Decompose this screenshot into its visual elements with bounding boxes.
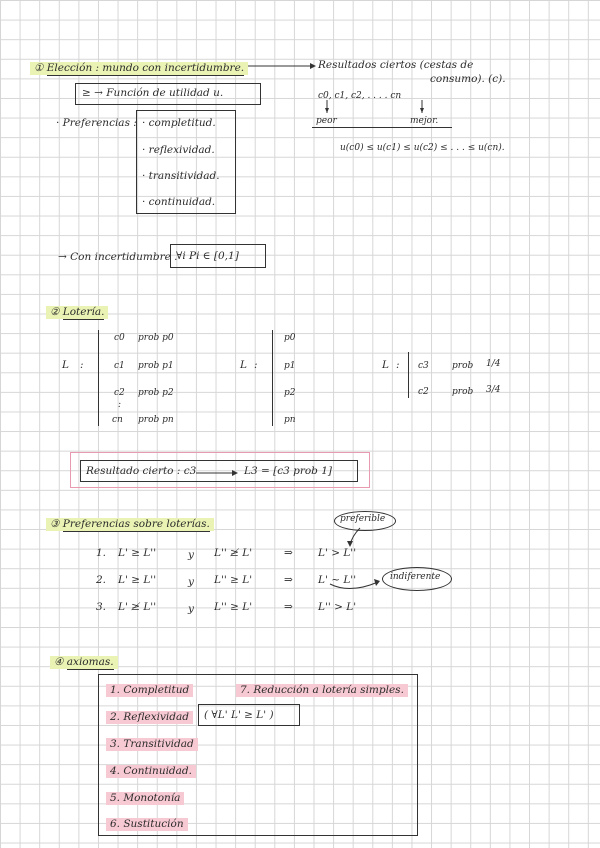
utility-text: ≥ → Función de utilidad u.	[82, 87, 224, 99]
pref-item-reflexivity: · reflexividad.	[142, 144, 215, 156]
simple-c2: c2	[418, 387, 429, 397]
prob-p1: prob p1	[138, 361, 174, 371]
outcome-cn: cn	[112, 415, 123, 425]
results-label-2: consumo). (c).	[430, 73, 506, 85]
certain-result-right: L3 = [c3 prob 1]	[244, 465, 333, 477]
indiferente-label: indiferente	[390, 572, 441, 582]
axiom-substitution: 6. Sustitución	[106, 818, 188, 831]
pref-item-continuity: · continuidad.	[142, 196, 216, 208]
simple-lottery-L: L	[382, 359, 389, 371]
simple-p-1: 1/4	[486, 359, 501, 369]
simple-prob-2: prob	[452, 387, 474, 397]
worst-label: peor	[316, 116, 337, 126]
row-condition-b: L'' ≱ L'	[214, 547, 253, 559]
row-result: L' > L''	[318, 547, 357, 559]
certain-result-left: Resultado cierto : c3	[86, 465, 197, 477]
section-1-title-text: Elección : mundo con incertidumbre.	[46, 62, 245, 74]
axiom-transitivity: 3. Transitividad	[106, 738, 198, 751]
row-and: y	[188, 576, 194, 588]
outcome-dots: :	[118, 400, 122, 410]
outcome-c2: c2	[114, 388, 125, 398]
sequence-underline	[312, 127, 452, 128]
axiom-reflexivity: 2. Reflexividad	[106, 711, 193, 724]
prob-only-pn: pn	[284, 415, 296, 425]
row-and: y	[188, 603, 194, 615]
prob-p0: prob p0	[138, 333, 174, 343]
row-condition-a: L' ≥ L''	[118, 574, 157, 586]
section-2-title-text: Lotería.	[62, 306, 105, 318]
row-implies: ⇒	[284, 601, 293, 613]
section-3-title	[46, 518, 214, 531]
lottery-L-2: L	[240, 359, 247, 371]
section-4-title	[50, 656, 118, 669]
row-result: L'' > L'	[318, 601, 357, 613]
outcome-c0: c0	[114, 333, 125, 343]
simple-p-2: 3/4	[486, 385, 501, 395]
axiom-reduction: 7. Reducción a lotería simples.	[236, 684, 408, 697]
axioms-box	[98, 674, 418, 836]
lottery-colon: :	[80, 359, 84, 371]
simple-c3: c3	[418, 361, 429, 371]
reflexivity-formula: ( ∀L' L' ≥ L' )	[204, 709, 274, 721]
prob-only-p2: p2	[284, 388, 296, 398]
lottery-L: L	[62, 359, 69, 371]
utility-inequality: u(c0) ≤ u(c1) ≤ u(c2) ≤ . . . ≤ u(cn).	[340, 143, 505, 153]
row-condition-b: L'' ≥ L'	[214, 601, 253, 613]
axiom-completeness: 1. Completitud	[106, 684, 193, 697]
section-3-number: ③	[50, 518, 60, 530]
results-label: Resultados ciertos (cestas de	[318, 59, 474, 71]
section-1-number: ①	[34, 62, 44, 74]
section-2-title	[46, 306, 108, 319]
probability-text: ∀i Pi ∈ [0,1]	[176, 250, 239, 262]
prob-p2: prob p2	[138, 388, 174, 398]
uncertainty-label: → Con incertidumbre .	[58, 251, 178, 263]
row-number: 3.	[96, 601, 107, 613]
preferible-label: preferible	[340, 514, 386, 524]
section-4-title-text: axiomas.	[66, 656, 114, 668]
simple-prob-1: prob	[452, 361, 474, 371]
row-condition-a: L' ≥ L''	[118, 547, 157, 559]
row-number: 2.	[96, 574, 107, 586]
pref-item-completeness: · completitud.	[142, 117, 216, 129]
lottery-colon-2: :	[254, 359, 258, 371]
prob-only-p0: p0	[284, 333, 296, 343]
lottery-bracket	[98, 330, 99, 426]
preferences-label: · Preferencias :	[56, 117, 137, 129]
simple-bracket	[408, 352, 409, 398]
row-and: y	[188, 549, 194, 561]
prob-bracket	[272, 330, 273, 426]
row-implies: ⇒	[284, 574, 293, 586]
section-1-title	[30, 62, 248, 75]
prob-only-p1: p1	[284, 361, 296, 371]
row-implies: ⇒	[284, 547, 293, 559]
section-3-title-text: Preferencias sobre loterías.	[62, 518, 210, 530]
outcome-c1: c1	[114, 361, 125, 371]
pref-item-transitivity: · transitividad.	[142, 170, 220, 182]
row-result: L' ~ L''	[318, 574, 357, 586]
row-condition-b: L'' ≥ L'	[214, 574, 253, 586]
best-label: mejor.	[410, 116, 439, 126]
row-condition-a: L' ≱ L''	[118, 601, 157, 613]
simple-lottery-colon: :	[396, 359, 400, 371]
section-2-number: ②	[50, 306, 60, 318]
prob-pn: prob pn	[138, 415, 174, 425]
axiom-monotonicity: 5. Monotonía	[106, 792, 184, 805]
section-4-number: ④	[54, 656, 64, 668]
outcome-sequence: c0, c1, c2, . . . . cn	[318, 91, 402, 101]
axiom-continuity: 4. Continuidad.	[106, 765, 196, 778]
row-number: 1.	[96, 547, 107, 559]
